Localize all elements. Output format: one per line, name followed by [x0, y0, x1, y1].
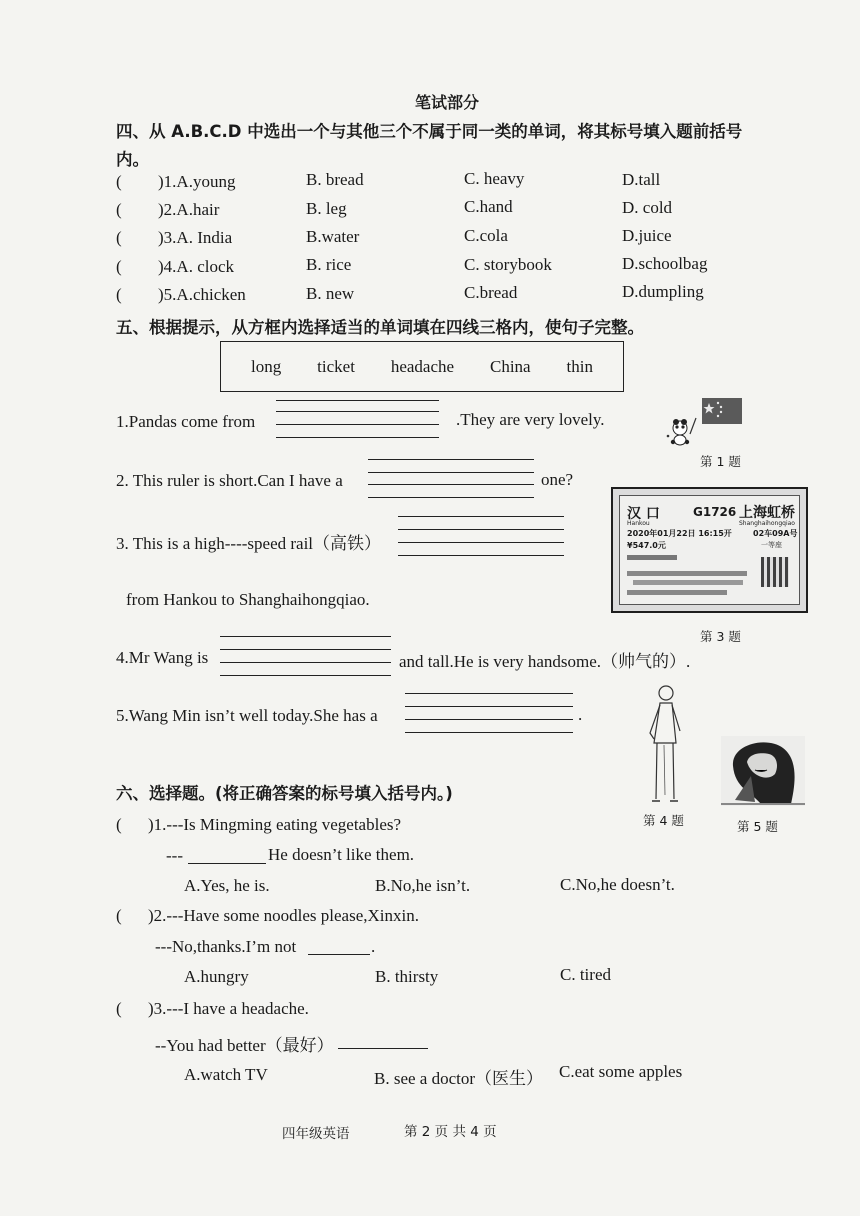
- ticket-to: 上海虹桥: [739, 505, 795, 521]
- ticket-seat: 02车09A号: [753, 529, 798, 538]
- reply-blank[interactable]: [338, 1048, 428, 1049]
- fill-question-3: 3. This is a high----speed rail（高铁）: [116, 534, 382, 553]
- option-b: B. rice: [306, 255, 352, 274]
- caption-q4: 第 4 题: [643, 813, 684, 828]
- fill-question-5-end: .: [578, 705, 583, 724]
- tall-man-image: [640, 683, 688, 805]
- answer-paren[interactable]: (: [116, 815, 122, 834]
- fill-question-1: 1.Pandas come from: [116, 412, 256, 431]
- option-d: D. cold: [622, 198, 673, 217]
- ticket-from-pinyin: Hankou: [627, 520, 650, 527]
- reply-blank[interactable]: [188, 863, 266, 864]
- answer-paren[interactable]: (: [116, 172, 122, 191]
- choice-question-1: )1.---Is Mingming eating vegetables?: [148, 815, 402, 834]
- word-bank-item: thin: [566, 356, 593, 376]
- choice-question-3-reply: --You had better（最好）: [155, 1036, 334, 1055]
- option-a: A.hungry: [184, 967, 249, 986]
- option-c: C. tired: [560, 965, 611, 984]
- question-5: )5.A.chicken: [158, 285, 246, 304]
- option-d: D.tall: [622, 170, 661, 189]
- ticket-price: ¥547.0元: [627, 541, 666, 550]
- fill-question-5: 5.Wang Min isn’t well today.She has a: [116, 706, 378, 725]
- choice-question-1-reply-prefix: ---: [166, 846, 183, 865]
- question-4: )4.A. clock: [158, 257, 235, 276]
- option-c: C.No,he doesn’t.: [560, 875, 675, 894]
- answer-paren[interactable]: (: [116, 200, 122, 219]
- option-b: B. leg: [306, 199, 347, 218]
- answer-paren[interactable]: (: [116, 228, 122, 247]
- section4-heading-cont: 内。: [116, 150, 149, 169]
- fill-question-4: 4.Mr Wang is: [116, 648, 209, 667]
- reply-blank[interactable]: [308, 954, 370, 955]
- option-b: B. bread: [306, 170, 364, 189]
- answer-paren[interactable]: (: [116, 257, 122, 276]
- option-c: C. storybook: [464, 255, 552, 274]
- option-c: C.hand: [464, 197, 513, 216]
- question-1: )1.A.young: [158, 172, 236, 191]
- caption-q1: 第 1 题: [700, 454, 741, 469]
- option-b: B. thirsty: [375, 967, 439, 986]
- word-bank-item: headache: [390, 356, 455, 376]
- word-bank-item: long: [251, 356, 282, 376]
- caption-q5: 第 5 题: [737, 819, 778, 834]
- option-a: A.Yes, he is.: [184, 876, 270, 895]
- ticket-from: 汉 口: [627, 506, 660, 522]
- footer-subject: 四年级英语: [282, 1126, 350, 1142]
- option-a: A.watch TV: [184, 1065, 268, 1084]
- option-c: C.eat some apples: [559, 1062, 683, 1081]
- section4-heading: 四、从 A.B.C.D 中选出一个与其他三个不属于同一类的单词，将其标号填入题前括号: [116, 122, 743, 141]
- answer-paren[interactable]: (: [116, 285, 122, 304]
- answer-paren[interactable]: (: [116, 999, 122, 1018]
- fill-question-2: 2. This ruler is short.Can I have a: [116, 471, 343, 490]
- fill-question-3-cont: from Hankou to Shanghaihongqiao.: [126, 590, 370, 609]
- choice-question-3: )3.---I have a headache.: [148, 999, 309, 1018]
- ticket-date: 2020年01月22日 16:15开: [627, 529, 732, 538]
- fill-question-4-end: and tall.He is very handsome.（帅气的）.: [399, 652, 691, 671]
- choice-question-1-reply: He doesn’t like them.: [268, 845, 415, 864]
- option-d: D.schoolbag: [622, 254, 708, 273]
- question-3: )3.A. India: [158, 228, 233, 247]
- panda-flag-image: [662, 398, 744, 448]
- option-c: C.bread: [464, 283, 518, 302]
- choice-question-2: )2.---Have some noodles please,Xinxin.: [148, 906, 419, 925]
- choice-question-2-end: .: [371, 937, 376, 956]
- option-b: B. new: [306, 284, 355, 303]
- ticket-class: 一等座: [761, 541, 782, 549]
- answer-paren[interactable]: (: [116, 906, 122, 925]
- ticket-train: G1726: [693, 505, 737, 519]
- section5-heading: 五、根据提示，从方框内选择适当的单词填在四线三格内，使句子完整。: [116, 318, 644, 337]
- option-b: B. see a doctor（医生）: [374, 1069, 544, 1088]
- option-b: B.water: [306, 227, 360, 246]
- choice-question-2-reply: ---No,thanks.I’m not: [155, 937, 297, 956]
- option-d: D.dumpling: [622, 282, 704, 301]
- page-title: 笔试部分: [415, 93, 480, 112]
- section6-heading: 六、选择题。(将正确答案的标号填入括号内。): [116, 784, 453, 803]
- train-ticket-image: [611, 487, 808, 613]
- word-bank: [220, 341, 624, 392]
- caption-q3: 第 3 题: [700, 629, 741, 644]
- ticket-to-pinyin: Shanghaihongqiao: [739, 520, 795, 527]
- option-d: D.juice: [622, 226, 672, 245]
- footer-page-number: 第 2 页 共 4 页: [404, 1124, 497, 1140]
- headache-woman-image: [721, 736, 805, 806]
- word-bank-item: ticket: [317, 356, 355, 376]
- question-2: )2.A.hair: [158, 200, 220, 219]
- fill-question-1-end: .They are very lovely.: [456, 410, 605, 429]
- option-c: C.cola: [464, 226, 508, 245]
- option-b: B.No,he isn’t.: [375, 876, 471, 895]
- fill-question-2-end: one?: [541, 470, 574, 489]
- option-c: C. heavy: [464, 169, 525, 188]
- word-bank-item: China: [490, 356, 531, 376]
- qr-code: [761, 557, 789, 587]
